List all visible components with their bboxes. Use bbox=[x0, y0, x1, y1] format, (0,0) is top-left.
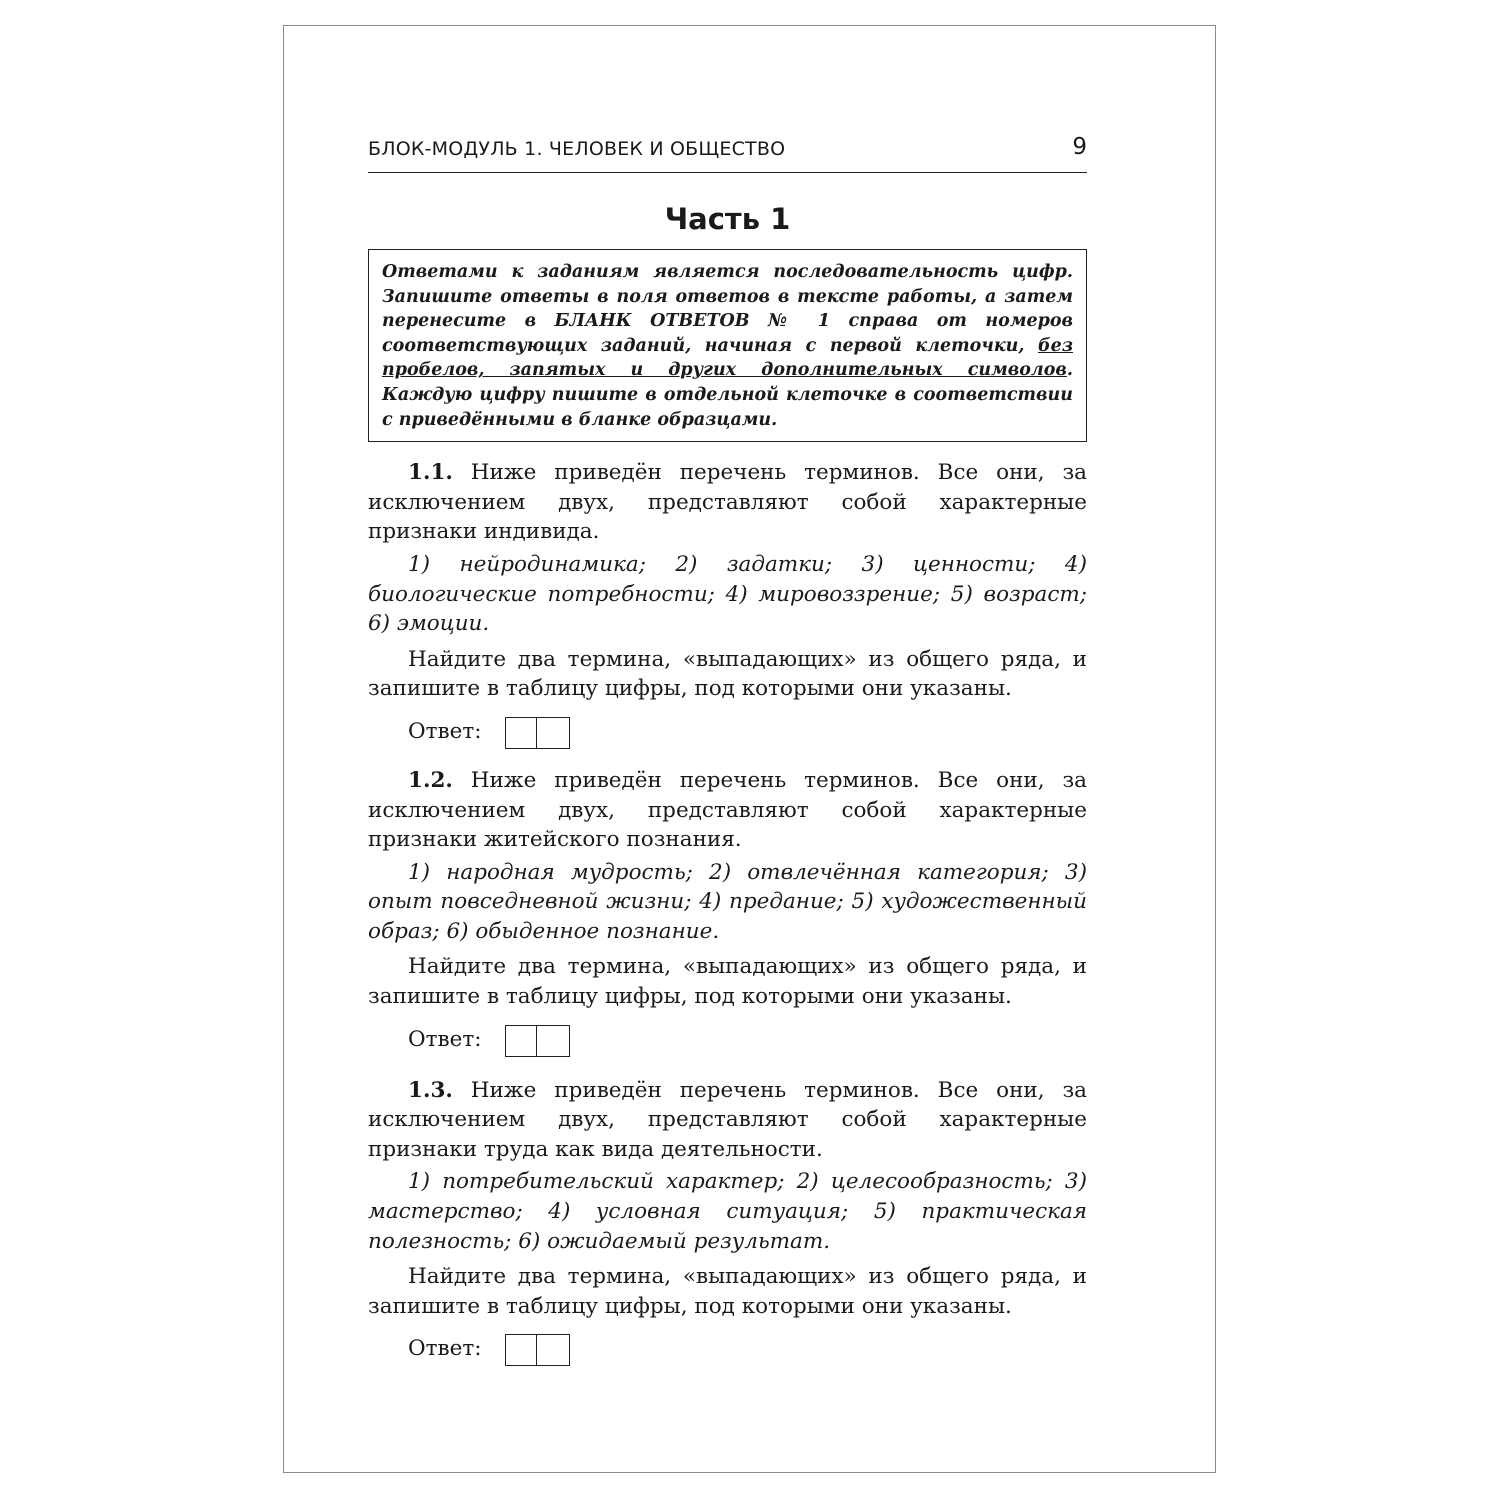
task-1-2 bbox=[368, 766, 1087, 1059]
answer-cell-1[interactable] bbox=[505, 717, 537, 749]
running-head bbox=[368, 130, 1087, 173]
answer-label: Ответ: bbox=[408, 1026, 482, 1052]
part-title: Часть 1 bbox=[664, 202, 791, 236]
answer-cell-2[interactable] bbox=[537, 1334, 570, 1366]
task-question: Найдите два термина, «выпадающих» из общего ряда, и запишите в таблицу цифры, под которыми они указаны. bbox=[368, 1264, 1087, 1319]
task-lead bbox=[368, 766, 1087, 855]
answer-cells bbox=[505, 717, 570, 749]
task-1-1 bbox=[368, 458, 1087, 751]
task-number: 1.3. bbox=[408, 1077, 453, 1103]
task-options: 1) потребительский характер; 2) целесообразность; 3) мастерство; 4) условная ситуация; 5) практическая полезность; 6) ожидаемый результат. bbox=[368, 1169, 1087, 1254]
task-number: 1.2. bbox=[408, 767, 453, 793]
answer-label: Ответ: bbox=[408, 1336, 482, 1362]
answer-cell-1[interactable] bbox=[505, 1334, 537, 1366]
answer-cell-2[interactable] bbox=[537, 1025, 570, 1057]
instructions-text: Ответами к заданиям является последовательность цифр. Запишите ответы в поля ответов в тексте работы, а затем перенесите в БЛАНК ОТВЕТОВ № 1 справа от номеров соответствующих заданий, начиная с первой клеточки, bbox=[382, 262, 1073, 356]
task-lead bbox=[368, 458, 1087, 547]
task-lead-text: Ниже приведён перечень терминов. Все они, за исключением двух, представляют собой характерные признаки житейского познания. bbox=[368, 767, 1087, 853]
instructions-text-end: . Каждую цифру пишите в отдельной клеточке в соответствии с приведёнными в бланке образцами. bbox=[382, 360, 1073, 430]
answer-cells bbox=[505, 1025, 570, 1057]
answer-cell-1[interactable] bbox=[505, 1025, 537, 1057]
instructions-box bbox=[368, 249, 1087, 442]
task-options: 1) нейродинамика; 2) задатки; 3) ценности; 4) биологические потребности; 4) мировоззрение; 5) возраст; 6) эмоции. bbox=[368, 551, 1087, 637]
task-question: Найдите два термина, «выпадающих» из общего ряда, и запишите в таблицу цифры, под которыми они указаны. bbox=[368, 646, 1087, 702]
running-title: БЛОК-МОДУЛЬ 1. ЧЕЛОВЕК И ОБЩЕСТВО bbox=[368, 138, 786, 160]
page-number: 9 bbox=[1072, 134, 1087, 160]
answer-cell-2[interactable] bbox=[537, 717, 570, 749]
answer-row bbox=[368, 1025, 1087, 1059]
answer-row bbox=[368, 1334, 1087, 1368]
answer-label: Ответ: bbox=[408, 718, 482, 744]
task-options: 1) народная мудрость; 2) отвлечённая категория; 3) опыт повседневной жизни; 4) предание; 5) художественный образ; 6) обыденное познание. bbox=[368, 859, 1087, 944]
page-content bbox=[368, 130, 1087, 1368]
answer-cells bbox=[505, 1334, 570, 1366]
task-question: Найдите два термина, «выпадающих» из общего ряда, и запишите в таблицу цифры, под которыми они указаны. bbox=[368, 954, 1087, 1010]
instructions-underlined: без пробелов, запятых и других дополнительных символов bbox=[382, 335, 1073, 381]
task-lead bbox=[368, 1076, 1087, 1165]
task-lead-text: Ниже приведён перечень терминов. Все они, за исключением двух, представляют собой характерные признаки индивида. bbox=[368, 460, 1087, 545]
task-lead-text: Ниже приведён перечень терминов. Все они, за исключением двух, представляют собой характерные признаки труда как вида деятельности. bbox=[368, 1077, 1087, 1162]
task-1-3 bbox=[368, 1076, 1087, 1369]
task-number: 1.1. bbox=[408, 460, 453, 486]
answer-row bbox=[368, 717, 1087, 751]
